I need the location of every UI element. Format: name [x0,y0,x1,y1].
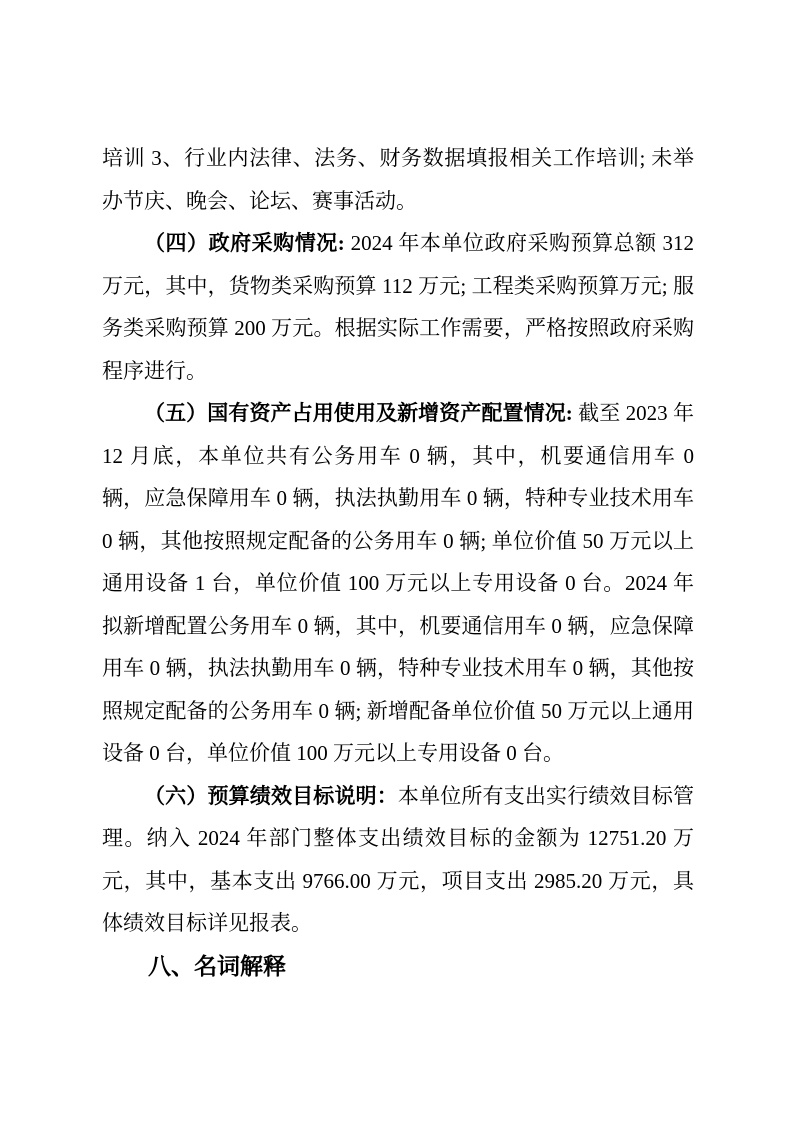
paragraph-budget-performance-goals [102,775,694,945]
paragraph-lead-government-procurement: （四）政府采购情况: [144,231,345,255]
paragraph-state-owned-assets [102,392,694,775]
paragraph-lead-state-owned-assets: （五）国有资产占用使用及新增资产配置情况: [144,401,573,425]
paragraph-training-activities-continuation [102,137,694,222]
paragraph-body-text: 培训 3、行业内法律、法务、财务数据填报相关工作培训; 未举办节庆、晚会、论坛、赛事活动。 [102,146,694,213]
paragraph-body-text: 截至 2023 年 12 月底，本单位共有公务用车 0 辆，其中，机要通信用车 0 辆，应急保障用车 0 辆，执法执勤用车 0 辆，特种专业技术用车 0 辆，其他按照规定配备的公务用车 0 辆; 单位价值 50 万元以上通用设备 1 台，单位价值 100 万元以上专用设备 0 台。2024 年拟新增配置公务用车 0 辆，其中，机要通信用车 0 辆，应急保障用车 0 辆，执法执勤用车 0 辆，特种专业技术用车 0 辆，其他按照规定配备的公务用车 0 辆; 新增配备单位价值 50 万元以上通用设备 0 台，单位价值 100 万元以上专用设备 0 台。 [102,401,694,765]
paragraph-body-text: 本单位所有支出实行绩效目标管理。纳入 2024 年部门整体支出绩效目标的金额为 12751.20 万元，其中，基本支出 9766.00 万元，项目支出 2985.20 万元，具体绩效目标详见报表。 [102,783,695,935]
paragraph-body-text: 2024 年本单位政府采购预算总额 312 万元，其中，货物类采购预算 112 万元; 工程类采购预算万元; 服务类采购预算 200 万元。根据实际工作需要，严格按照政府采购程序进行。 [102,231,694,383]
paragraph-government-procurement [102,222,694,392]
document-content [102,137,694,987]
section-heading-glossary: 八、名词解释 [148,952,286,979]
paragraph-lead-budget-performance-goals: （六）预算绩效目标说明： [144,783,398,808]
